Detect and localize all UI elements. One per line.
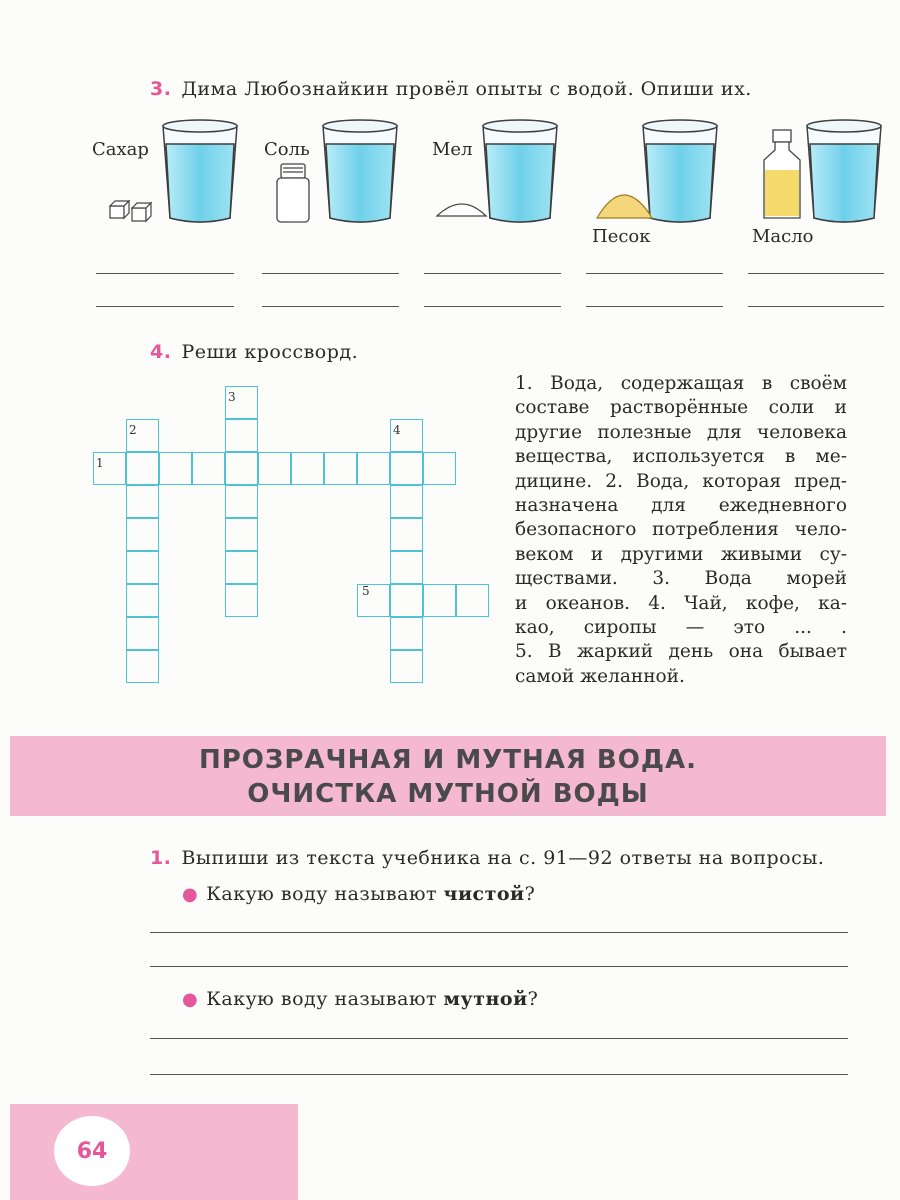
answer-line[interactable] <box>96 273 234 274</box>
clue-line: другие полезные для человека <box>515 421 847 443</box>
crossword-cell[interactable] <box>258 452 291 485</box>
clue-line: веком и другими живыми су- <box>515 543 847 565</box>
clue-line: назначена для ежедневного <box>515 494 847 516</box>
glass-icon <box>323 120 397 222</box>
clue-line: 5. В жаркий день она бывает <box>515 641 847 663</box>
clue-line: ществами. 3. Вода морей <box>515 568 847 590</box>
item-label-sugar: Сахар <box>92 139 149 160</box>
crossword-cell[interactable] <box>390 650 423 683</box>
crossword-cell[interactable] <box>126 518 159 551</box>
crossword-cell[interactable] <box>126 650 159 683</box>
crossword-number-3: 3 <box>228 390 236 404</box>
glass-icon <box>483 120 557 222</box>
question-prefix: Какую воду называют <box>206 883 444 905</box>
glass-icon <box>643 120 717 222</box>
clue-line: 1. Вода, содержащая в своём <box>515 373 847 394</box>
question-suffix: ? <box>527 988 539 1010</box>
answer-line[interactable] <box>262 306 399 307</box>
task-number: 1. <box>150 847 172 869</box>
clue-line: самой желанной. <box>515 665 685 687</box>
clue-line: дицине. 2. Вода, которая пред- <box>515 470 847 492</box>
task-number: 3. <box>150 78 172 100</box>
answer-line[interactable] <box>150 1074 848 1075</box>
question-prefix: Какую воду называют <box>206 988 444 1010</box>
chalk-pile-icon <box>437 204 486 216</box>
question-1 <box>182 883 535 905</box>
bullet-icon: ● <box>182 989 199 1010</box>
sand-pile-icon <box>597 195 652 218</box>
answer-line[interactable] <box>586 273 723 274</box>
crossword-cell[interactable] <box>390 617 423 650</box>
crossword-cell[interactable] <box>159 452 192 485</box>
question-suffix: ? <box>524 883 536 905</box>
section-banner <box>10 736 886 816</box>
crossword-cell[interactable] <box>225 452 258 485</box>
crossword-number-2: 2 <box>129 423 137 437</box>
crossword-cell[interactable] <box>390 485 423 518</box>
crossword-cell[interactable] <box>456 584 489 617</box>
task-text: Выпиши из текста учебника на с. 91—92 ответы на вопросы. <box>181 847 825 869</box>
crossword-cell[interactable] <box>423 452 456 485</box>
task-text: Дима Любознайкин провёл опыты с водой. Опиши их. <box>181 78 752 100</box>
clue-line: составе растворённые соли и <box>515 397 847 419</box>
crossword-cell[interactable] <box>390 452 423 485</box>
answer-line[interactable] <box>748 306 884 307</box>
crossword-clues <box>515 372 847 689</box>
crossword-number-5: 5 <box>362 584 370 598</box>
crossword-cell[interactable] <box>126 485 159 518</box>
glass-icon <box>163 120 237 222</box>
crossword-cell[interactable] <box>225 419 258 452</box>
clue-line: као, сиропы — это ... . <box>515 616 847 638</box>
crossword-cell[interactable] <box>126 452 159 485</box>
answer-line[interactable] <box>150 966 848 967</box>
task-3-heading <box>150 78 752 100</box>
crossword-cell[interactable] <box>126 617 159 650</box>
crossword-cell[interactable] <box>324 452 357 485</box>
crossword-cell[interactable] <box>225 485 258 518</box>
question-2 <box>182 988 538 1010</box>
item-label-salt: Соль <box>264 139 310 160</box>
crossword-cell[interactable] <box>390 518 423 551</box>
task-1-heading <box>150 847 824 869</box>
bullet-icon: ● <box>182 884 199 905</box>
crossword-cell[interactable] <box>192 452 225 485</box>
page-number: 64 <box>54 1116 130 1186</box>
answer-line[interactable] <box>586 306 723 307</box>
glass-icon <box>807 120 881 222</box>
section-title-line-2: ОЧИСТКА МУТНОЙ ВОДЫ <box>247 779 649 809</box>
clue-line: и океанов. 4. Чай, кофе, ка- <box>515 592 847 614</box>
crossword-cell[interactable] <box>357 452 390 485</box>
answer-line[interactable] <box>748 273 884 274</box>
clue-line: вещества, используется в ме- <box>515 446 847 468</box>
answer-line[interactable] <box>96 306 234 307</box>
item-label-sand: Песок <box>592 226 651 247</box>
answer-line[interactable] <box>150 932 848 933</box>
task-text: Реши кроссворд. <box>181 341 359 363</box>
question-keyword: чистой <box>443 883 525 905</box>
crossword-number-4: 4 <box>393 423 401 437</box>
crossword-cell[interactable] <box>225 518 258 551</box>
oil-bottle-icon <box>764 130 800 218</box>
crossword-cell[interactable] <box>225 584 258 617</box>
task-number: 4. <box>150 341 172 363</box>
answer-line[interactable] <box>424 273 561 274</box>
answer-line[interactable] <box>424 306 561 307</box>
crossword-cell[interactable] <box>225 551 258 584</box>
item-label-oil: Масло <box>752 226 814 247</box>
crossword-cell[interactable] <box>126 551 159 584</box>
crossword-cell[interactable] <box>126 584 159 617</box>
item-label-chalk: Мел <box>432 139 473 160</box>
salt-shaker-icon <box>277 164 309 222</box>
task-4-heading <box>150 341 358 363</box>
question-keyword: мутной <box>443 988 528 1010</box>
section-title-line-1: ПРОЗРАЧНАЯ И МУТНАЯ ВОДА. <box>198 745 698 775</box>
answer-line[interactable] <box>262 273 399 274</box>
crossword-cell[interactable] <box>390 584 423 617</box>
clue-line: безопасного потребления чело- <box>515 519 847 541</box>
crossword-number-1: 1 <box>96 456 104 470</box>
crossword-cell[interactable] <box>291 452 324 485</box>
answer-line[interactable] <box>150 1038 848 1039</box>
crossword-cell[interactable] <box>423 584 456 617</box>
sugar-cubes-icon <box>110 201 151 221</box>
crossword-cell[interactable] <box>390 551 423 584</box>
